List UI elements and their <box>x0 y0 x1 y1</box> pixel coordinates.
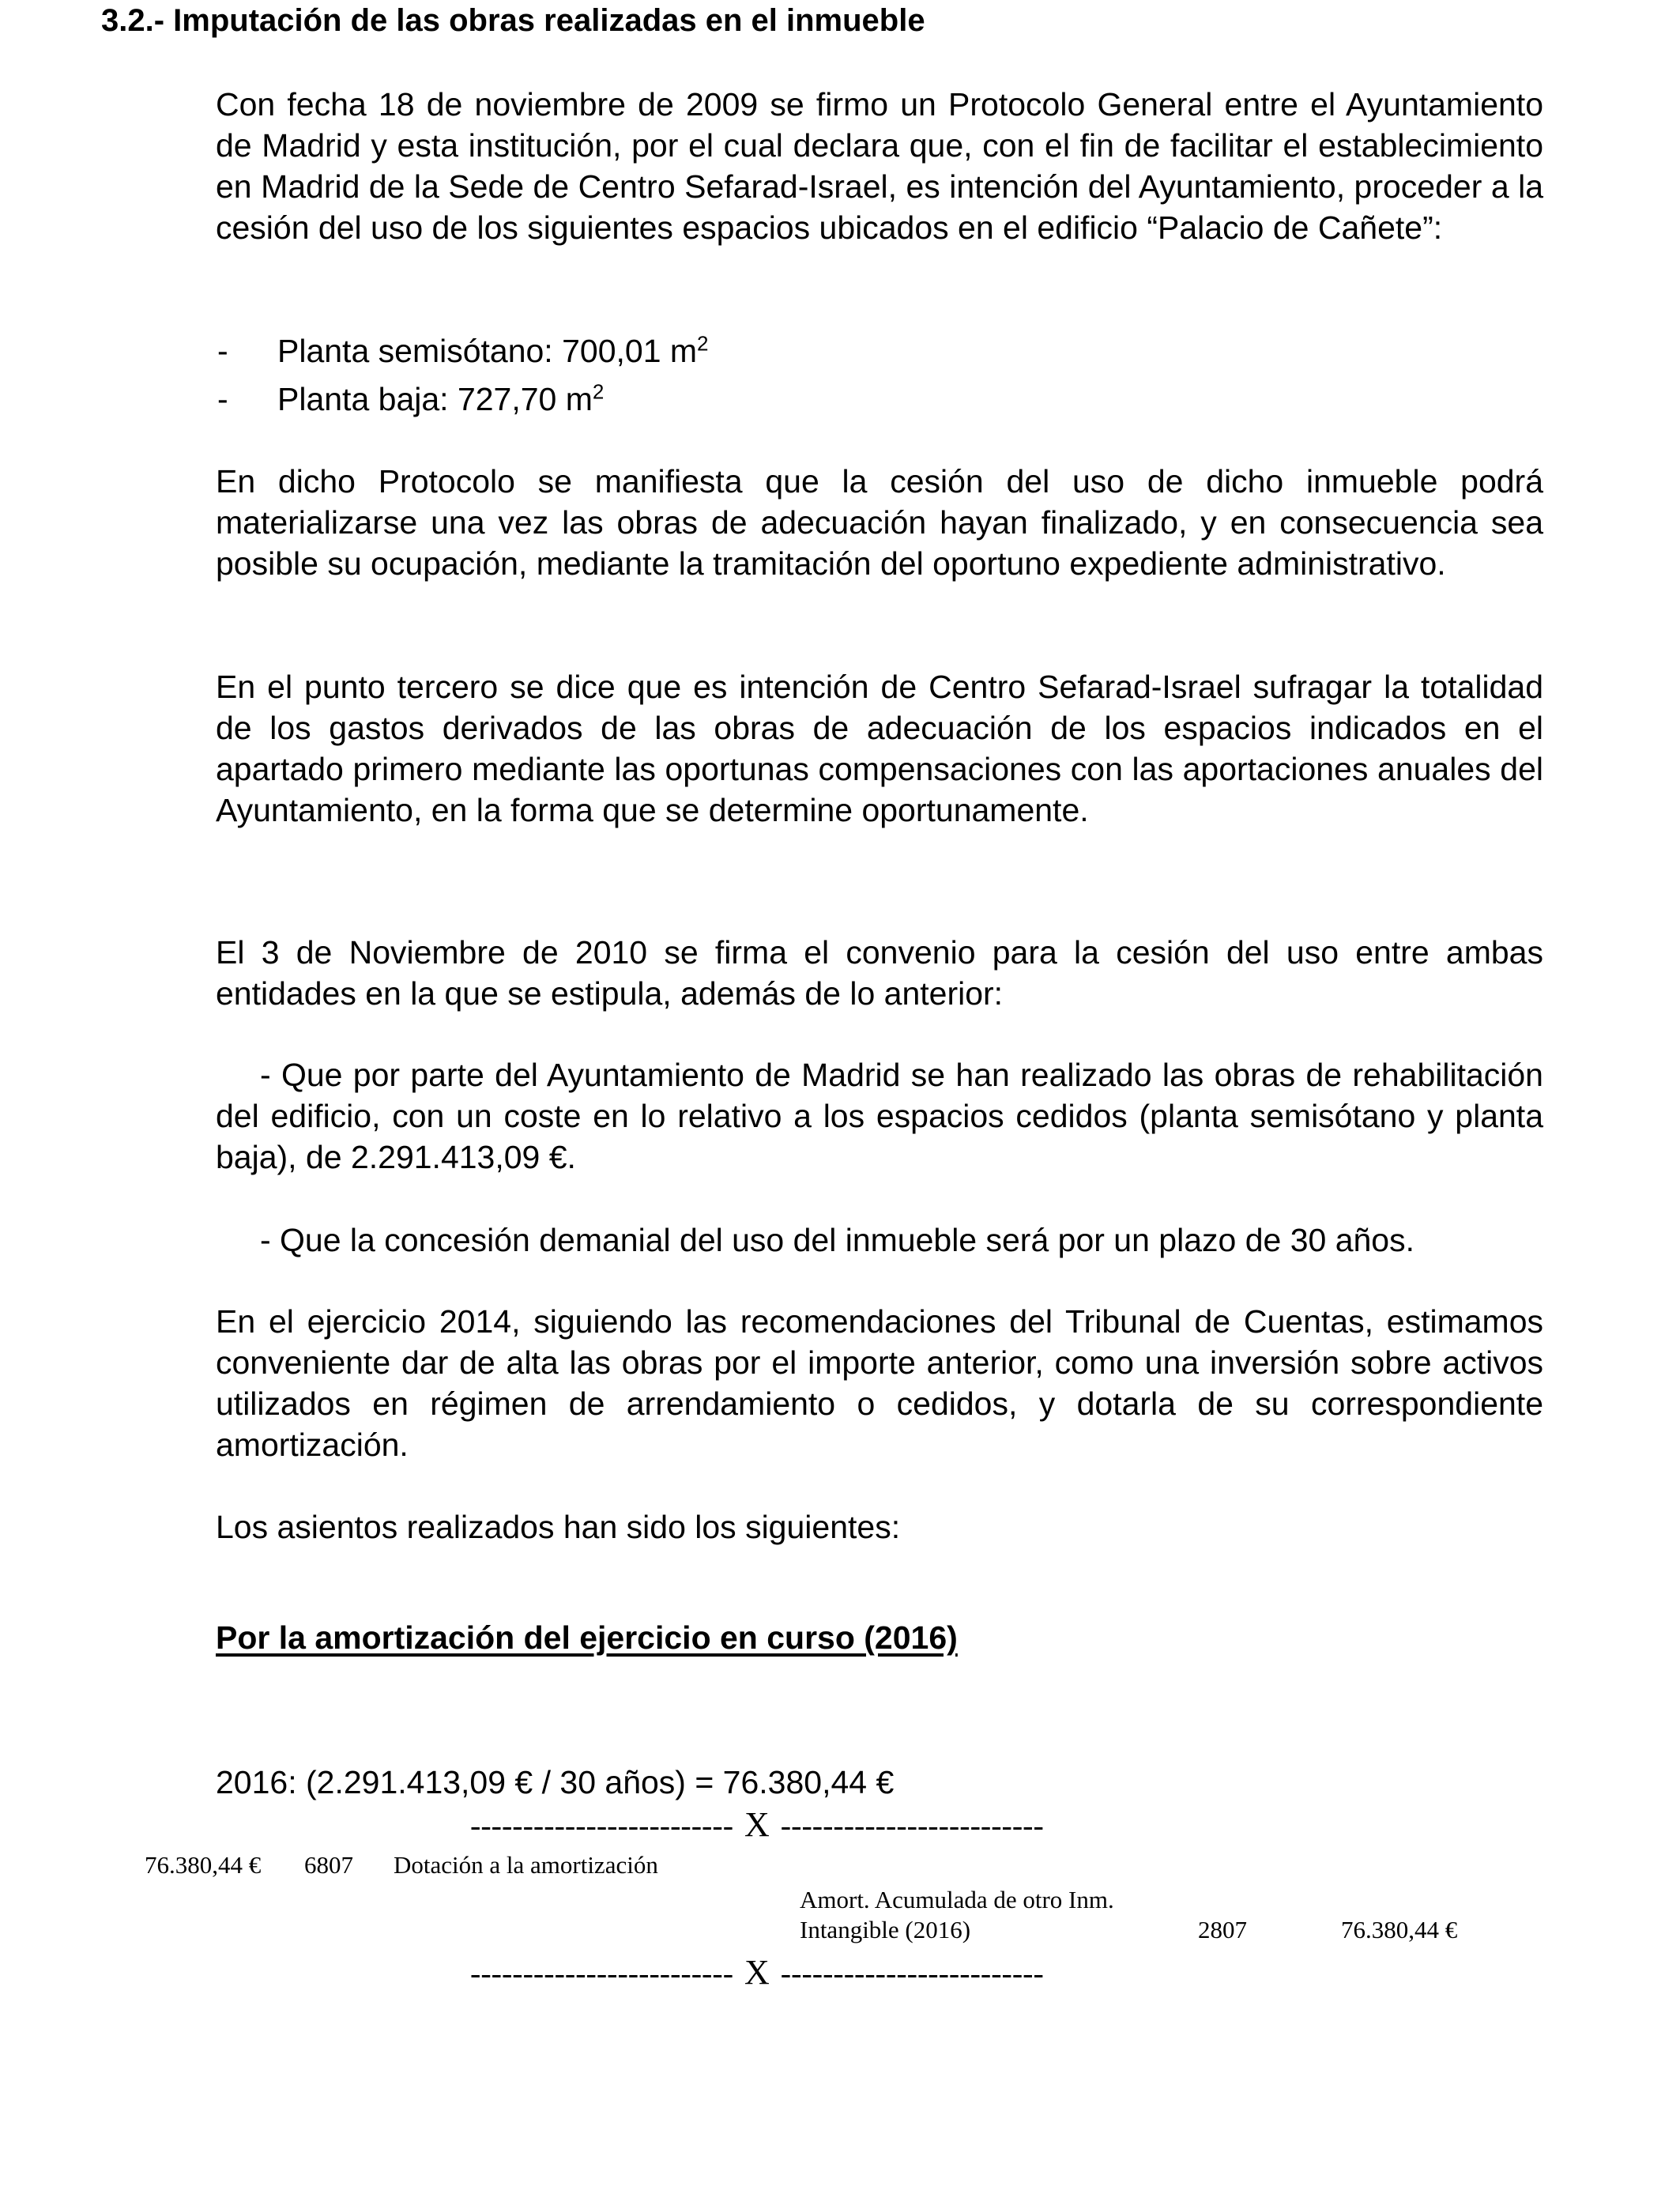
space-label: Planta baja: 727,70 m <box>277 381 593 417</box>
paragraph-agreement: El 3 de Noviembre de 2010 se firma el convenio para la cesión del uso entre ambas entidades en la que se estipula, además de lo anterior: <box>216 934 1543 1012</box>
paragraph-concession: - Que la concesión demanial del uso del inmueble será por un plazo de 30 años. <box>260 1222 1414 1258</box>
separator-dashes-left: ------------------------- <box>470 1955 734 1991</box>
separator-dashes-left: ------------------------- <box>470 1808 734 1843</box>
bullet-dash: - <box>217 333 228 369</box>
debit-account: 6807 <box>304 1851 353 1879</box>
debit-description: Dotación a la amortización <box>394 1851 658 1879</box>
paragraph-exercise-2014: En el ejercicio 2014, siguiendo las recomendaciones del Tribunal de Cuentas, estimamos conveniente dar de alta las obras por el importe anterior, como una inversión sobre activos utilizados en régimen de arrendamiento o cedidos, y dotarla de su correspondiente amortización. <box>216 1303 1543 1463</box>
journal-separator-bottom <box>470 1952 1044 1992</box>
superscript: 2 <box>592 379 605 404</box>
journal-separator-top <box>470 1804 1044 1845</box>
paragraph-protocol-detail: En dicho Protocolo se manifiesta que la cesión del uso de dicho inmueble podrá materializarse una vez las obras de adecuación hayan finalizado, y en consecuencia sea posible su ocupación, mediante la tramitación del oportuno expediente administrativo. <box>216 463 1543 582</box>
paragraph-entries: Los asientos realizados han sido los siguientes: <box>216 1509 901 1545</box>
credit-description-line1: Amort. Acumulada de otro Inm. <box>800 1886 1114 1913</box>
credit-account: 2807 <box>1198 1916 1247 1943</box>
space-item-baja <box>217 379 604 420</box>
separator-dashes-right: ------------------------- <box>780 1808 1044 1843</box>
credit-description-line2: Intangible (2016) <box>800 1916 971 1943</box>
paragraph-protocol: Con fecha 18 de noviembre de 2009 se firmo un Protocolo General entre el Ayuntamiento de Madrid y esta institución, por el cual declara que, con el fin de facilitar el establecimiento en Madrid de la Sede de Centro Sefarad-Israel, es intención del Ayuntamiento, proceder a la cesión del uso de los siguientes espacios ubicados en el edificio “Palacio de Cañete”: <box>216 86 1543 246</box>
separator-x: X <box>744 1805 770 1844</box>
superscript: 2 <box>697 331 709 356</box>
separator-x: X <box>744 1953 770 1992</box>
separator-dashes-right: ------------------------- <box>780 1955 1044 1991</box>
paragraph-third-point: En el punto tercero se dice que es intención de Centro Sefarad-Israel sufragar la totalidad de los gastos derivados de las obras de adecuación de los espacios indicados en el apartado primero mediante las oportunas compensaciones con las aportaciones anuales del Ayuntamiento, en la forma que se determine oportunamente. <box>216 669 1543 828</box>
space-label: Planta semisótano: 700,01 m <box>277 333 698 369</box>
amortization-title: Por la amortización del ejercicio en curso (2016) <box>216 1619 958 1656</box>
amortization-calculation: 2016: (2.291.413,09 € / 30 años) = 76.380,44 € <box>216 1764 895 1800</box>
paragraph-rehabilitation: - Que por parte del Ayuntamiento de Madrid se han realizado las obras de rehabilitación del edificio, con un coste en lo relativo a los espacios cedidos (planta semisótano y planta baja), de 2.291.413,09 €. <box>216 1057 1543 1175</box>
debit-amount: 76.380,44 € <box>145 1851 262 1879</box>
section-heading: 3.2.- Imputación de las obras realizadas en el inmueble <box>101 3 925 38</box>
space-item-semisotano <box>217 330 709 371</box>
bullet-dash: - <box>217 381 228 417</box>
credit-amount: 76.380,44 € <box>1341 1916 1458 1943</box>
